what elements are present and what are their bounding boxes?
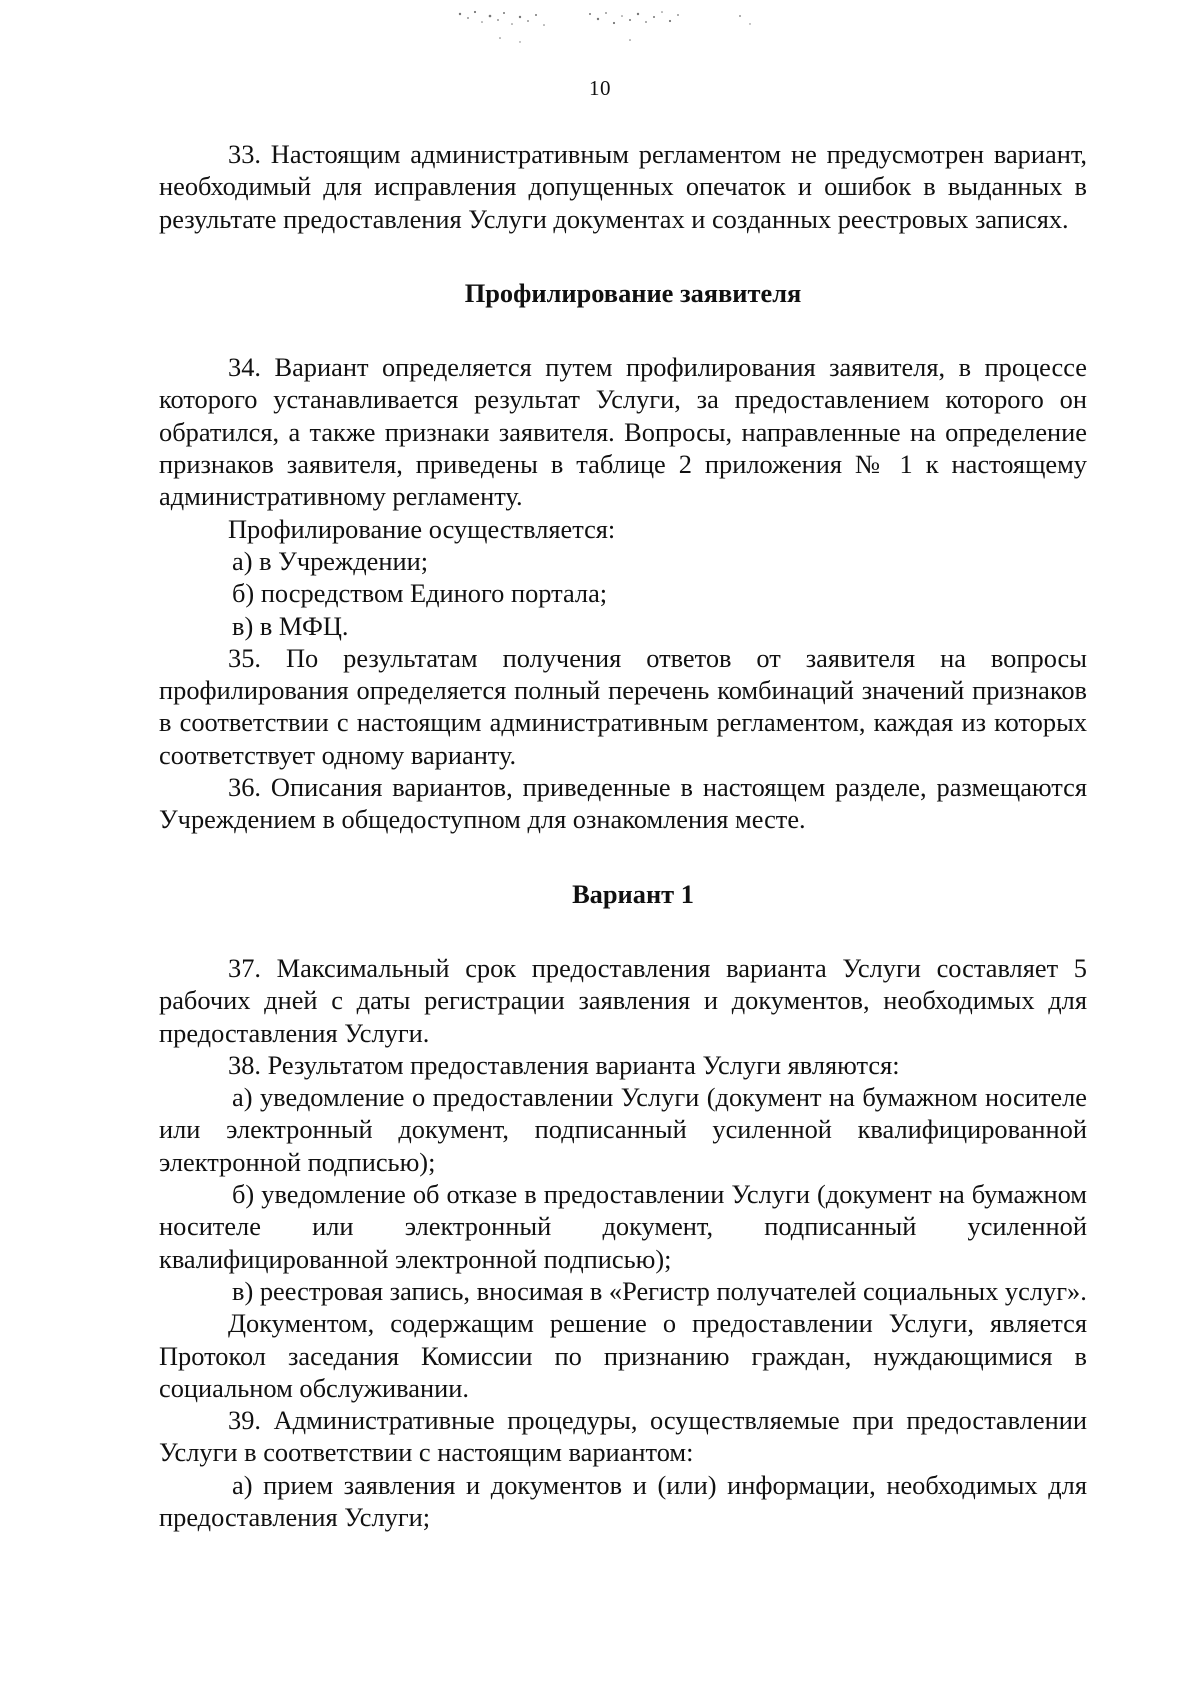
paragraph-34: 34. Вариант определяется путем профилирования заявителя, в процессе которого устанавливается результат Услуги, за предоставлением которого он обратился, а также признаки заявителя. Вопросы, направленные на определение признаков заявителя, приведены в таблице 2 приложения № 1 к настоящему административному регламенту. <box>159 352 1087 512</box>
list-item: б) посредством Единого портала; <box>232 578 608 609</box>
paragraph-38-decision-document: Документом, содержащим решение о предоставлении Услуги, является Протокол заседания Комиссии по признанию граждан, нуждающимися в социальном обслуживании. <box>159 1308 1087 1403</box>
list-item: а) уведомление о предоставлении Услуги (документ на бумажном носителе или электронный документ, подписанный усиленной квалифицированной электронной подписью); <box>159 1082 1087 1177</box>
paragraph-33: 33. Настоящим административным регламентом не предусмотрен вариант, необходимый для исправления допущенных опечаток и ошибок в выданных в результате предоставления Услуги документах и созданных реестровых записях. <box>159 139 1087 234</box>
section-heading-variant-1: Вариант 1 <box>572 878 694 909</box>
list-item: а) в Учреждении; <box>232 545 429 576</box>
paragraph-37: 37. Максимальный срок предоставления варианта Услуги составляет 5 рабочих дней с даты регистрации заявления и документов, необходимых для предоставления Услуги. <box>159 952 1087 1048</box>
list-item: б) уведомление об отказе в предоставлении Услуги (документ на бумажном носителе или электронный документ, подписанный усиленной квалифицированной электронной подписью); <box>159 1179 1087 1274</box>
list-item: в) в МФЦ. <box>232 610 349 641</box>
list-item: а) прием заявления и документов и (или) информации, необходимых для предоставления Услуги; <box>159 1469 1087 1532</box>
paragraph-36: 36. Описания вариантов, приведенные в настоящем разделе, размещаются Учреждением в общедоступном для ознакомления месте. <box>159 772 1087 835</box>
scan-artifact <box>440 4 780 54</box>
paragraph-34-intro: Профилирование осуществляется: <box>228 513 616 544</box>
document-body <box>159 138 1087 1533</box>
paragraph-35: 35. По результатам получения ответов от заявителя на вопросы профилирования определяется полный перечень комбинаций значений признаков в соответствии с настоящим административным регламентом, каждая из которых соответствует одному варианту. <box>159 642 1087 770</box>
paragraph-38: 38. Результатом предоставления варианта Услуги являются: <box>228 1049 900 1080</box>
list-item: в) реестровая запись, вносимая в «Регистр получателей социальных услуг». <box>232 1275 1087 1306</box>
section-heading-profiling: Профилирование заявителя <box>464 277 802 308</box>
page-number: 10 <box>589 76 611 100</box>
paragraph-39: 39. Административные процедуры, осуществляемые при предоставлении Услуги в соответствии с настоящим вариантом: <box>159 1405 1087 1468</box>
